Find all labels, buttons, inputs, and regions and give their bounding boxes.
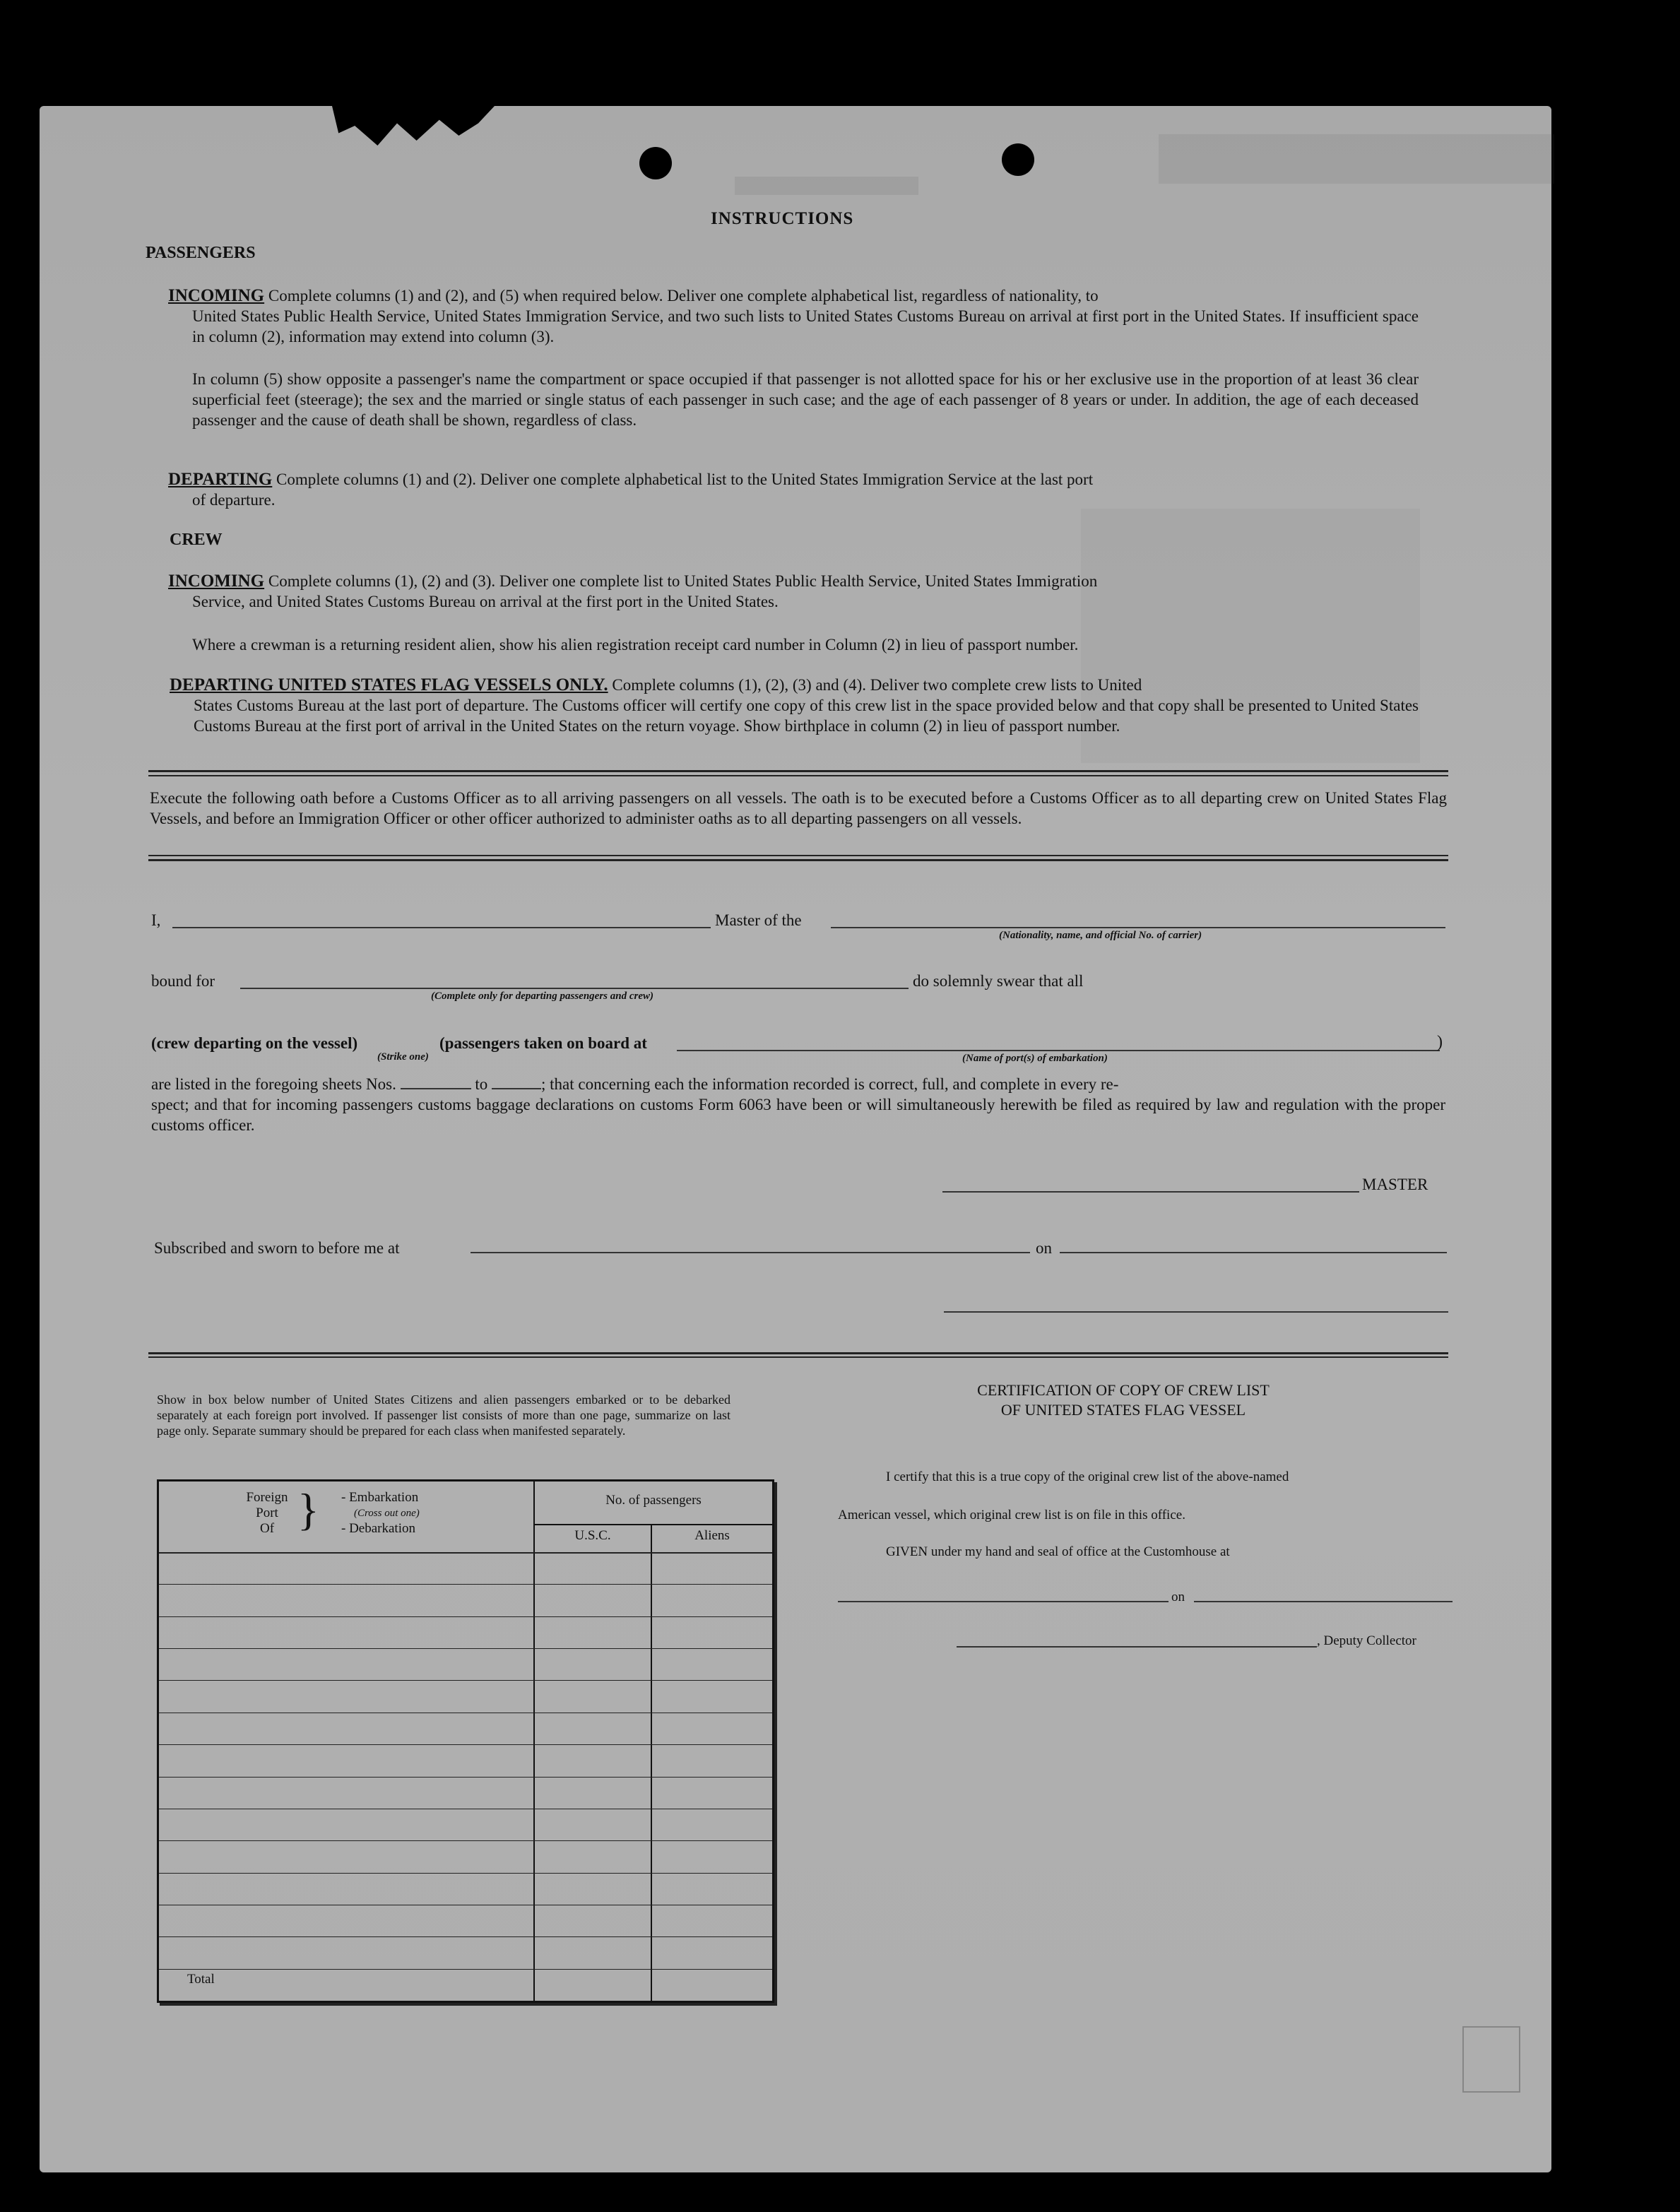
stamp-box [1462, 2026, 1520, 2093]
certification-title-line2: OF UNITED STATES FLAG VESSEL [1000, 1401, 1246, 1419]
table-row[interactable] [159, 1616, 772, 1617]
summary-instruction: Show in box below number of United States Citizens and alien passengers embarked or to be debarked separately at each foreign port involved. If passenger list consists of more than one page, summarize on last page only. Separate summary should be prepared for each class when manifested separately. [157, 1392, 730, 1438]
sheet-to-field[interactable] [492, 1088, 541, 1089]
no-of-passengers-header: No. of passengers [605, 1493, 702, 1508]
crew-departing-block [170, 675, 1419, 736]
subscribed-label: Subscribed and sworn to before me at [154, 1239, 400, 1257]
passengers-departing-line1: Complete columns (1) and (2). Deliver one complete alphabetical list to the United States Immigration Service at the last port [276, 471, 1094, 488]
bleed-through-mark [1159, 134, 1554, 184]
certify-on-label: on [1171, 1590, 1185, 1604]
crew-incoming-rest: Service, and United States Customs Bureau on arrival at the first port in the United States. [192, 593, 779, 610]
table-row[interactable] [159, 1777, 772, 1778]
listed-a: are listed in the foregoing sheets Nos. [151, 1075, 396, 1093]
port-label: Port [256, 1506, 278, 1520]
table-row[interactable] [159, 1840, 772, 1841]
embark-debark-labels [341, 1490, 420, 1537]
crew-departing-label: DEPARTING UNITED STATES FLAG VESSELS ONLY. [170, 675, 608, 694]
crew-departing-line1: Complete columns (1), (2), (3) and (4). Deliver two complete crew lists to United [612, 676, 1142, 694]
divider-rule [148, 855, 1448, 856]
carrier-field[interactable] [831, 927, 1445, 928]
customhouse-field[interactable] [838, 1601, 1169, 1602]
table-row[interactable] [159, 1584, 772, 1585]
table-row[interactable] [159, 1680, 772, 1681]
officer-signature-field[interactable] [944, 1311, 1448, 1313]
strike-one-caption: (Strike one) [377, 1051, 429, 1063]
passengers-departing-rest: of departure. [192, 491, 276, 509]
cross-out-caption: (Cross out one) [354, 1508, 420, 1519]
close-paren: ) [1437, 1033, 1443, 1051]
passenger-summary-table [157, 1479, 774, 2003]
page-title: INSTRUCTIONS [711, 209, 854, 228]
listed-sheets-block [151, 1074, 1445, 1135]
table-row[interactable] [159, 1969, 772, 1970]
table-row[interactable] [159, 1873, 772, 1874]
foreign-port-of-label [242, 1490, 292, 1537]
sworn-location-field[interactable] [471, 1252, 1030, 1253]
table-row[interactable] [159, 1552, 772, 1554]
crew-departing-rest: States Customs Bureau at the last port of departure. The Customs officer will certify one copy of this crew list in the space provided below and that copy shall be presented to United States Customs Bureau at the first port of arrival in the United States on the return voyage. Show birthplace in column (2) in lieu of passport number. [194, 697, 1419, 735]
master-name-field[interactable] [172, 927, 711, 928]
punch-hole-left [639, 147, 672, 179]
incoming-label: INCOMING [168, 286, 265, 305]
crew-resident-alien-note: Where a crewman is a returning resident alien, show his alien registration receipt card number in Column (2) in lieu of passport number. [192, 636, 1079, 653]
table-row[interactable] [159, 1648, 772, 1649]
master-label: MASTER [1362, 1176, 1428, 1193]
bound-for-label: bound for [151, 972, 215, 990]
crew-heading: CREW [170, 531, 223, 549]
col-divider [533, 1481, 535, 2001]
sworn-on-label: on [1036, 1239, 1052, 1257]
master-signature-field[interactable] [942, 1191, 1359, 1193]
certify-date-field[interactable] [1194, 1601, 1453, 1602]
divider-rule [148, 775, 1448, 776]
passengers-incoming-rest: United States Public Health Service, United States Immigration Service, and two such lists to United States Customs Bureau on arrival at first port in the United States. If insufficient space in column (2), information may extend into column (3). [192, 307, 1419, 345]
crew-incoming-block [168, 571, 1419, 612]
divider-rule [148, 770, 1448, 772]
deputy-collector-label: , Deputy Collector [1317, 1633, 1416, 1648]
passengers-column5-paragraph: In column (5) show opposite a passenger's name the compartment or space occupied if that passenger is not allotted space for his or her exclusive use in the proportion of at least 36 clear superficial feet (steerage); the sex and the married or single status of each passenger in such case; and the age of each passenger of 8 years or under. In addition, the age of each deceased passenger and the cause of death shall be shown, regardless of class. [192, 370, 1419, 429]
sworn-date-field[interactable] [1060, 1252, 1447, 1253]
foreign-label: Foreign [246, 1490, 288, 1505]
complete-only-caption: (Complete only for departing passengers and crew) [431, 990, 653, 1002]
master-of-label: Master of the [715, 911, 802, 929]
table-row[interactable] [159, 1936, 772, 1937]
punch-hole-right [1002, 143, 1034, 176]
passengers-incoming-block [168, 285, 1419, 347]
certify-line1: I certify that this is a true copy of the original crew list of the above-named [886, 1469, 1289, 1484]
nationality-caption: (Nationality, name, and official No. of carrier) [999, 930, 1202, 941]
crew-departing-option[interactable]: (crew departing on the vessel) [151, 1034, 358, 1052]
foreign-port-header [159, 1481, 533, 1552]
deputy-signature-field[interactable] [957, 1646, 1317, 1648]
certification-title [834, 1380, 1413, 1420]
listed-to: to [475, 1075, 488, 1093]
listed-b: ; that concerning each the information recorded is correct, full, and complete in every re- [540, 1075, 1119, 1093]
listed-rest: spect; and that for incoming passengers customs baggage declarations on customs Form 6063 have been or will simultaneously herewith be filed as required by law and regulation with the proper customs officer. [151, 1096, 1445, 1134]
table-row[interactable] [159, 1744, 772, 1745]
certify-line2: American vessel, which original crew list is on file in this office. [838, 1508, 1185, 1522]
departing-label: DEPARTING [168, 470, 273, 489]
ports-of-embarkation-field[interactable] [677, 1050, 1440, 1051]
col-divider [651, 1525, 652, 2001]
oath-i-label: I, [151, 911, 161, 929]
bleed-through-mark [735, 177, 918, 195]
crew-incoming-label: INCOMING [168, 572, 265, 591]
brace-glyph: } [297, 1484, 319, 1534]
passengers-incoming-line1: Complete columns (1) and (2), and (5) when required below. Deliver one complete alphabetical list, regardless of nationality, to [268, 287, 1099, 304]
ports-caption: (Name of port(s) of embarkation) [962, 1053, 1108, 1064]
usc-header: U.S.C. [574, 1528, 611, 1543]
embarkation-option[interactable]: - Embarkation [341, 1490, 419, 1505]
swear-label: do solemnly swear that all [913, 972, 1084, 990]
oath-instruction: Execute the following oath before a Customs Officer as to all arriving passengers on all vessels. The oath is to be executed before a Customs Officer as to all departing crew on United States Flag Vessels, and before an Immigration Officer or other officer authorized to administer oaths as to all departing passengers on all vessels. [150, 789, 1447, 827]
bound-for-field[interactable] [240, 988, 909, 989]
divider-rule [148, 859, 1448, 861]
passengers-departing-block [168, 469, 1419, 510]
aliens-header: Aliens [694, 1528, 730, 1543]
debarkation-option[interactable]: - Debarkation [341, 1521, 415, 1536]
total-label: Total [187, 1972, 215, 1987]
certify-line3: GIVEN under my hand and seal of office at the Customhouse at [886, 1544, 1230, 1559]
passengers-heading: PASSENGERS [146, 244, 256, 262]
of-label: Of [259, 1521, 275, 1536]
divider-rule [148, 1352, 1448, 1354]
passengers-taken-option[interactable]: (passengers taken on board at [439, 1034, 647, 1052]
certification-title-line1: CERTIFICATION OF COPY OF CREW LIST [977, 1381, 1270, 1399]
header-divider [535, 1524, 772, 1525]
crew-incoming-line1: Complete columns (1), (2) and (3). Deliver one complete list to United States Public Health Service, United States Immigration [268, 572, 1098, 590]
sheet-from-field[interactable] [401, 1088, 471, 1089]
divider-rule [148, 1356, 1448, 1358]
